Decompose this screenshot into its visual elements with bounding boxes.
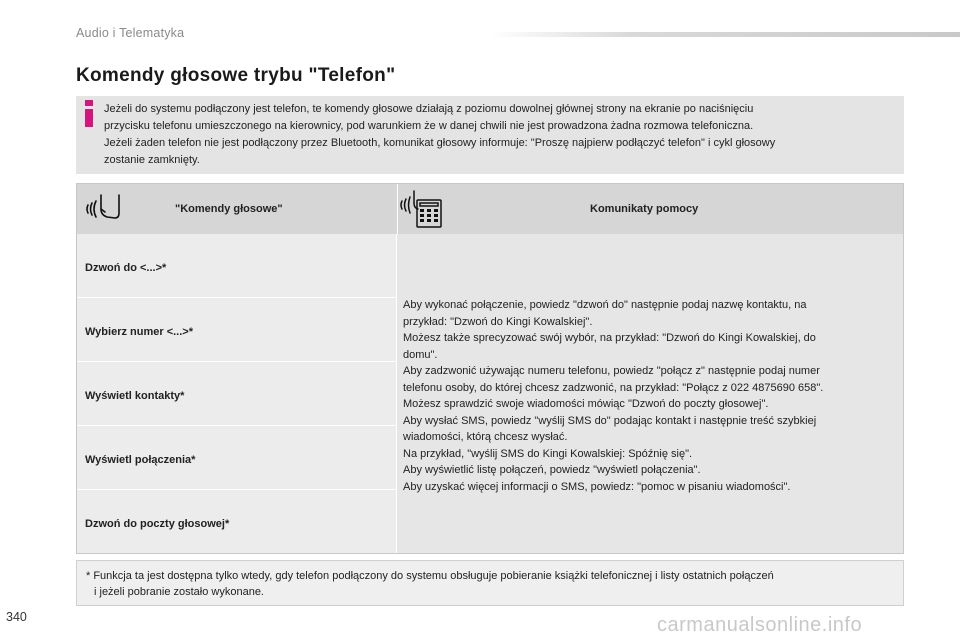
help-line: wiadomości, którą chcesz wysłać. (403, 431, 568, 443)
help-line: Aby wyświetlić listę połączeń, powiedz "wyświetl połączenia". (403, 464, 701, 476)
header-rule (490, 32, 960, 37)
info-line: zostanie zamknięty. (104, 154, 200, 166)
help-line: Aby wysłać SMS, powiedz "wyślij SMS do" podając kontakt i następnie treść szybkiej (403, 414, 817, 427)
phone-voice-icon (399, 189, 445, 229)
page-title: Komendy głosowe trybu "Telefon" (76, 65, 396, 86)
page-number: 340 (6, 610, 27, 624)
command-call: Dzwoń do <...>* (85, 262, 167, 274)
help-line: domu". (403, 348, 438, 361)
info-line: przycisku telefonu umieszczonego na kierownicy, pod warunkiem że w danej chwili nie jest prowadzona żadna rozmowa telefoniczna. (104, 120, 754, 132)
help-line: Aby uzyskać więcej informacji o SMS, powiedz: "pomoc w pisaniu wiadomości". (403, 480, 791, 493)
command-dial-number: Wybierz numer <...>* (85, 326, 194, 338)
footnote-line: i jeżeli pobranie zostało wykonane. (94, 586, 264, 598)
table-row (77, 362, 396, 426)
header-help-messages (397, 184, 903, 234)
table-row (77, 490, 396, 554)
voice-commands-table (76, 183, 904, 554)
table-header (77, 184, 903, 234)
table-row (77, 234, 396, 298)
info-line: Jeżeli żaden telefon nie jest podłączony przez Bluetooth, komunikat głosowy informuje: "Proszę najpierw podłączyć telefon" i cykl głosowy (104, 137, 776, 149)
help-line: przykład: "Dzwoń do Kingi Kowalskiej". (403, 315, 593, 328)
help-text (403, 297, 893, 495)
table-row (77, 298, 396, 362)
info-text (104, 101, 900, 169)
footnote-text (86, 568, 886, 600)
command-show-contacts: Wyświetl kontakty* (85, 390, 185, 402)
command-voicemail: Dzwoń do poczty głosowej* (85, 518, 230, 530)
info-line: Jeżeli do systemu podłączony jest telefon, te komendy głosowe działają z poziomu dowolnej głównej strony na ekranie po naciśnięciu (104, 103, 754, 115)
help-line: Aby zadzwonić używając numeru telefonu, powiedz "połącz z" następnie podaj numer (403, 365, 820, 377)
help-line: Aby wykonać połączenie, powiedz "dzwoń do" następnie podaj nazwę kontaktu, na (403, 299, 807, 311)
help-column (397, 234, 903, 553)
help-line: Możesz także sprecyzować swój wybór, na przykład: "Dzwoń do Kingi Kowalskiej, do (403, 332, 816, 344)
info-icon (84, 100, 94, 128)
watermark: carmanualsonline.info (657, 614, 863, 636)
section-header: Audio i Telematyka (76, 26, 185, 40)
help-line: telefonu osoby, do której chcesz zadzwonić, na przykład: "Połącz z 022 4875690 658". (403, 381, 824, 394)
footnote-line: * Funkcja ta jest dostępna tylko wtedy, gdy telefon podłączony do systemu obsługuje pobieranie książki telefonicznej i listy ostatnich połączeń (86, 570, 774, 582)
commands-column (77, 234, 397, 553)
help-line: Na przykład, "wyślij SMS do Kingi Kowalskiej: Spóźnię się". (403, 447, 693, 460)
footnote (76, 560, 904, 606)
header-label-help: Komunikaty pomocy (590, 203, 699, 215)
voice-command-icon (85, 191, 125, 225)
help-line: Możesz sprawdzić swoje wiadomości mówiąc "Dzwoń do poczty głosowej". (403, 398, 769, 410)
header-label-commands: "Komendy głosowe" (175, 203, 283, 215)
info-box (76, 96, 904, 174)
header-voice-commands (77, 184, 398, 234)
table-row (77, 426, 396, 490)
command-show-calls: Wyświetl połączenia* (85, 454, 196, 466)
